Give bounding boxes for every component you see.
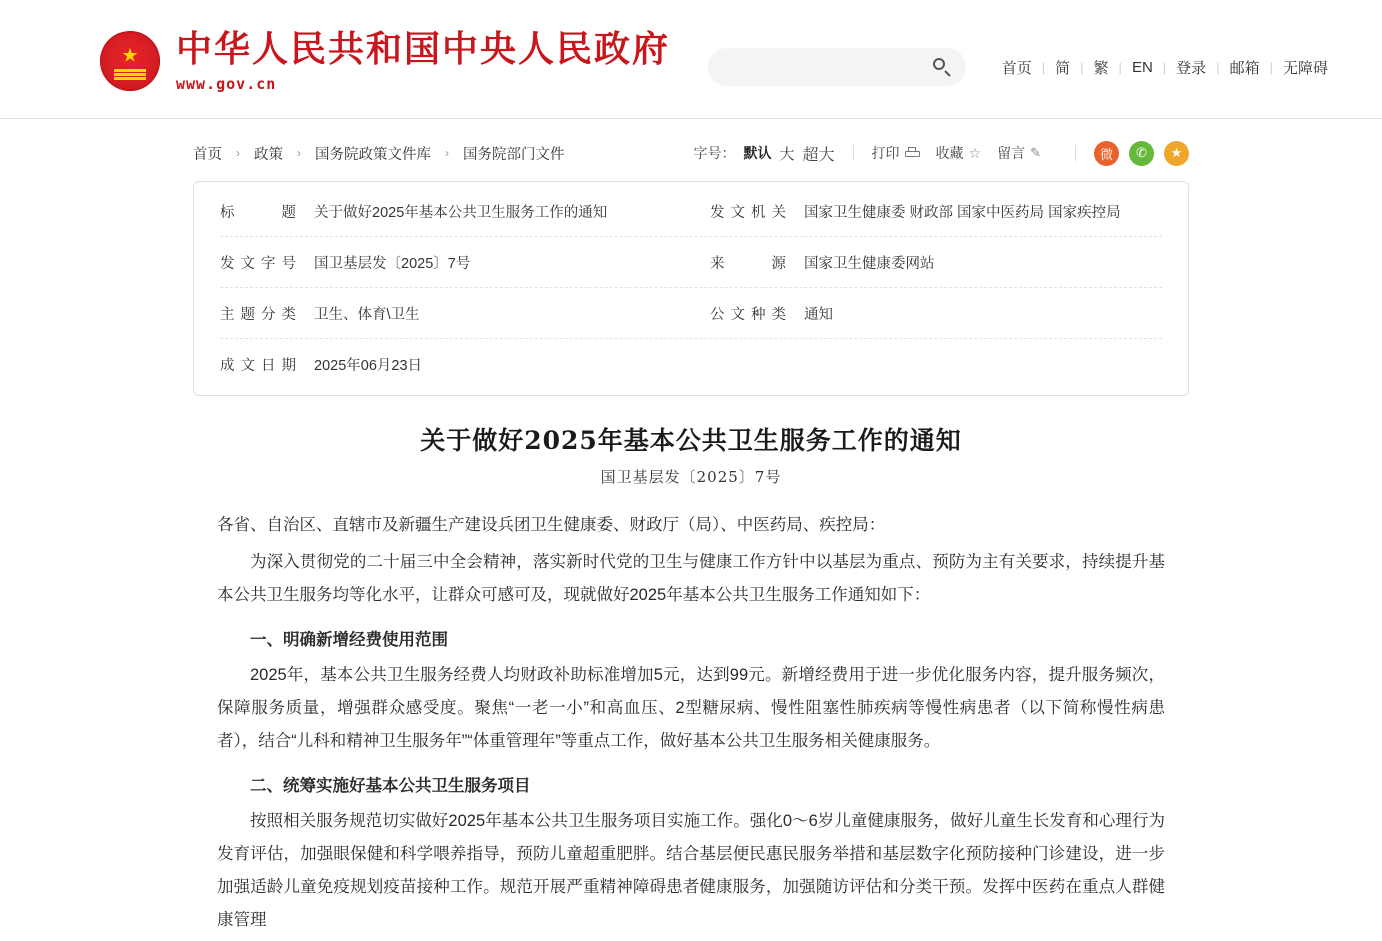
star-icon: ☆ <box>968 144 982 161</box>
comment-label: 留言 <box>997 145 1026 161</box>
national-emblem-icon <box>100 31 160 91</box>
article-paragraph: 为深入贯彻党的二十届三中全会精神，落实新时代党的卫生与健康工作方针中以基层为重点、预防为主有关要求，持续提升基本公共卫生服务均等化水平，让群众可感可及，现就做好2025年基本公共卫生服务工作通知如下： <box>217 552 1165 604</box>
meta-value-title: 关于做好2025年基本公共卫生服务工作的通知 <box>314 205 608 221</box>
meta-row <box>220 237 1162 288</box>
wechat-share-icon[interactable]: ✆ <box>1129 141 1154 166</box>
document-toolbar <box>694 141 1190 166</box>
meta-row <box>220 339 1162 389</box>
document-meta-card <box>193 181 1189 396</box>
weibo-share-icon[interactable]: 微 <box>1094 141 1119 166</box>
meta-row <box>220 288 1162 339</box>
meta-key-source: 来源 <box>710 256 786 272</box>
breadcrumb-arrow-icon: › <box>297 146 301 160</box>
header-link-separator: | <box>1162 59 1167 75</box>
breadcrumb-arrow-icon: › <box>236 146 240 160</box>
breadcrumb-item-home[interactable]: 首页 <box>193 146 222 163</box>
favorite-button[interactable] <box>936 143 982 163</box>
meta-value-topic-category: 卫生、体育\卫生 <box>314 307 420 323</box>
printer-icon <box>905 147 920 160</box>
font-size-default[interactable]: 默认 <box>743 145 772 161</box>
toolbar-divider <box>853 145 854 161</box>
meta-key-title: 标题 <box>220 205 296 221</box>
page-body <box>0 119 1382 937</box>
header-link-mail[interactable]: 邮箱 <box>1229 59 1260 77</box>
breadcrumb-item-policy[interactable]: 政策 <box>254 146 283 163</box>
document-article <box>217 396 1165 937</box>
font-size-extra-large[interactable]: 超大 <box>802 146 835 164</box>
meta-key-document-number: 发文字号 <box>220 256 296 272</box>
font-size-large[interactable]: 大 <box>779 145 795 163</box>
document-number: 国卫基层发〔2025〕7号 <box>600 467 782 486</box>
header-link-traditional[interactable]: 繁 <box>1093 59 1109 77</box>
header-link-home[interactable]: 首页 <box>1001 59 1032 77</box>
header-link-simplified[interactable]: 简 <box>1055 59 1071 77</box>
header-right <box>708 48 1338 86</box>
search-box[interactable] <box>708 48 966 86</box>
brand-domain: www.gov.cn <box>176 74 277 93</box>
site-header <box>0 0 1382 119</box>
search-icon[interactable] <box>932 57 952 77</box>
breadcrumb-arrow-icon: › <box>445 146 449 160</box>
page-title: 关于做好2025年基本公共卫生服务工作的通知 <box>420 426 962 455</box>
breadcrumb-item-department-docs[interactable]: 国务院部门文件 <box>463 146 565 163</box>
meta-row <box>220 186 1162 237</box>
meta-key-issuing-agency: 发文机关 <box>710 205 786 221</box>
meta-key-topic-category: 主题分类 <box>220 307 296 323</box>
article-paragraph: 2025年，基本公共卫生服务经费人均财政补助标准增加5元，达到99元。新增经费用于进一步优化服务内容，提升服务频次，保障服务质量，增强群众感受度。聚焦“一老一小”和高血压、2型糖尿病、慢性阻塞性肺疾病等慢性病患者（以下简称慢性病患者），结合“儿科和精神卫生服务年”“体重管理年”等重点工作，做好基本公共卫生服务相关健康服务。 <box>217 665 1165 750</box>
favorite-share-icon[interactable]: ★ <box>1164 141 1189 166</box>
brand-title: 中华人民共和国中央人民政府 <box>176 28 671 70</box>
header-link-login[interactable]: 登录 <box>1176 59 1207 77</box>
header-link-accessibility[interactable]: 无障碍 <box>1282 59 1328 77</box>
meta-value-document-number: 国卫基层发〔2025〕7号 <box>314 256 471 272</box>
toolbar-divider <box>1075 145 1076 161</box>
meta-value-issue-date: 2025年06月23日 <box>314 358 423 374</box>
meta-value-document-type: 通知 <box>804 307 833 323</box>
comment-button[interactable] <box>997 143 1041 163</box>
meta-key-issue-date: 成文日期 <box>220 358 296 374</box>
article-section-heading: 一、明确新增经费使用范围 <box>250 630 448 649</box>
header-link-separator: | <box>1216 59 1220 75</box>
font-size-label: 字号： <box>693 145 736 161</box>
site-brand[interactable] <box>100 30 670 93</box>
share-group <box>1094 141 1189 166</box>
print-button[interactable] <box>872 143 920 163</box>
header-link-separator: | <box>1118 59 1122 75</box>
article-section-heading: 二、统筹实施好基本公共卫生服务项目 <box>250 776 531 795</box>
breadcrumb-item-policy-library[interactable]: 国务院政策文件库 <box>315 146 431 163</box>
article-paragraph: 各省、自治区、直辖市及新疆生产建设兵团卫生健康委、财政厅（局）、中医药局、疾控局： <box>217 515 886 534</box>
font-size-group <box>694 142 835 165</box>
header-link-separator: | <box>1041 59 1046 75</box>
favorite-label: 收藏 <box>935 145 964 161</box>
breadcrumb <box>193 143 565 164</box>
meta-value-issuing-agency: 国家卫生健康委 财政部 国家中医药局 国家疾控局 <box>804 205 1121 221</box>
meta-value-source: 国家卫生健康委网站 <box>804 256 935 272</box>
print-label: 打印 <box>871 145 900 161</box>
header-link-separator: | <box>1269 59 1273 75</box>
pencil-icon: ✎ <box>1030 145 1041 160</box>
header-link-separator: | <box>1080 59 1084 75</box>
search-input[interactable] <box>726 58 932 76</box>
breadcrumb-toolbar-row <box>193 119 1189 181</box>
header-links <box>992 57 1338 78</box>
meta-key-document-type: 公文种类 <box>710 307 786 323</box>
header-link-english[interactable]: EN <box>1131 58 1153 76</box>
article-paragraph: 按照相关服务规范切实做好2025年基本公共卫生服务项目实施工作。强化0～6岁儿童健康服务，做好儿童生长发育和心理行为发育评估，加强眼保健和科学喂养指导，预防儿童超重肥胖。结合基层便民惠民服务举措和基层数字化预防接种门诊建设，进一步加强适龄儿童免疫规划疫苗接种工作。规范开展严重精神障碍患者健康服务，加强随访评估和分类干预。发挥中医药在重点人群健康管理 <box>217 811 1165 929</box>
